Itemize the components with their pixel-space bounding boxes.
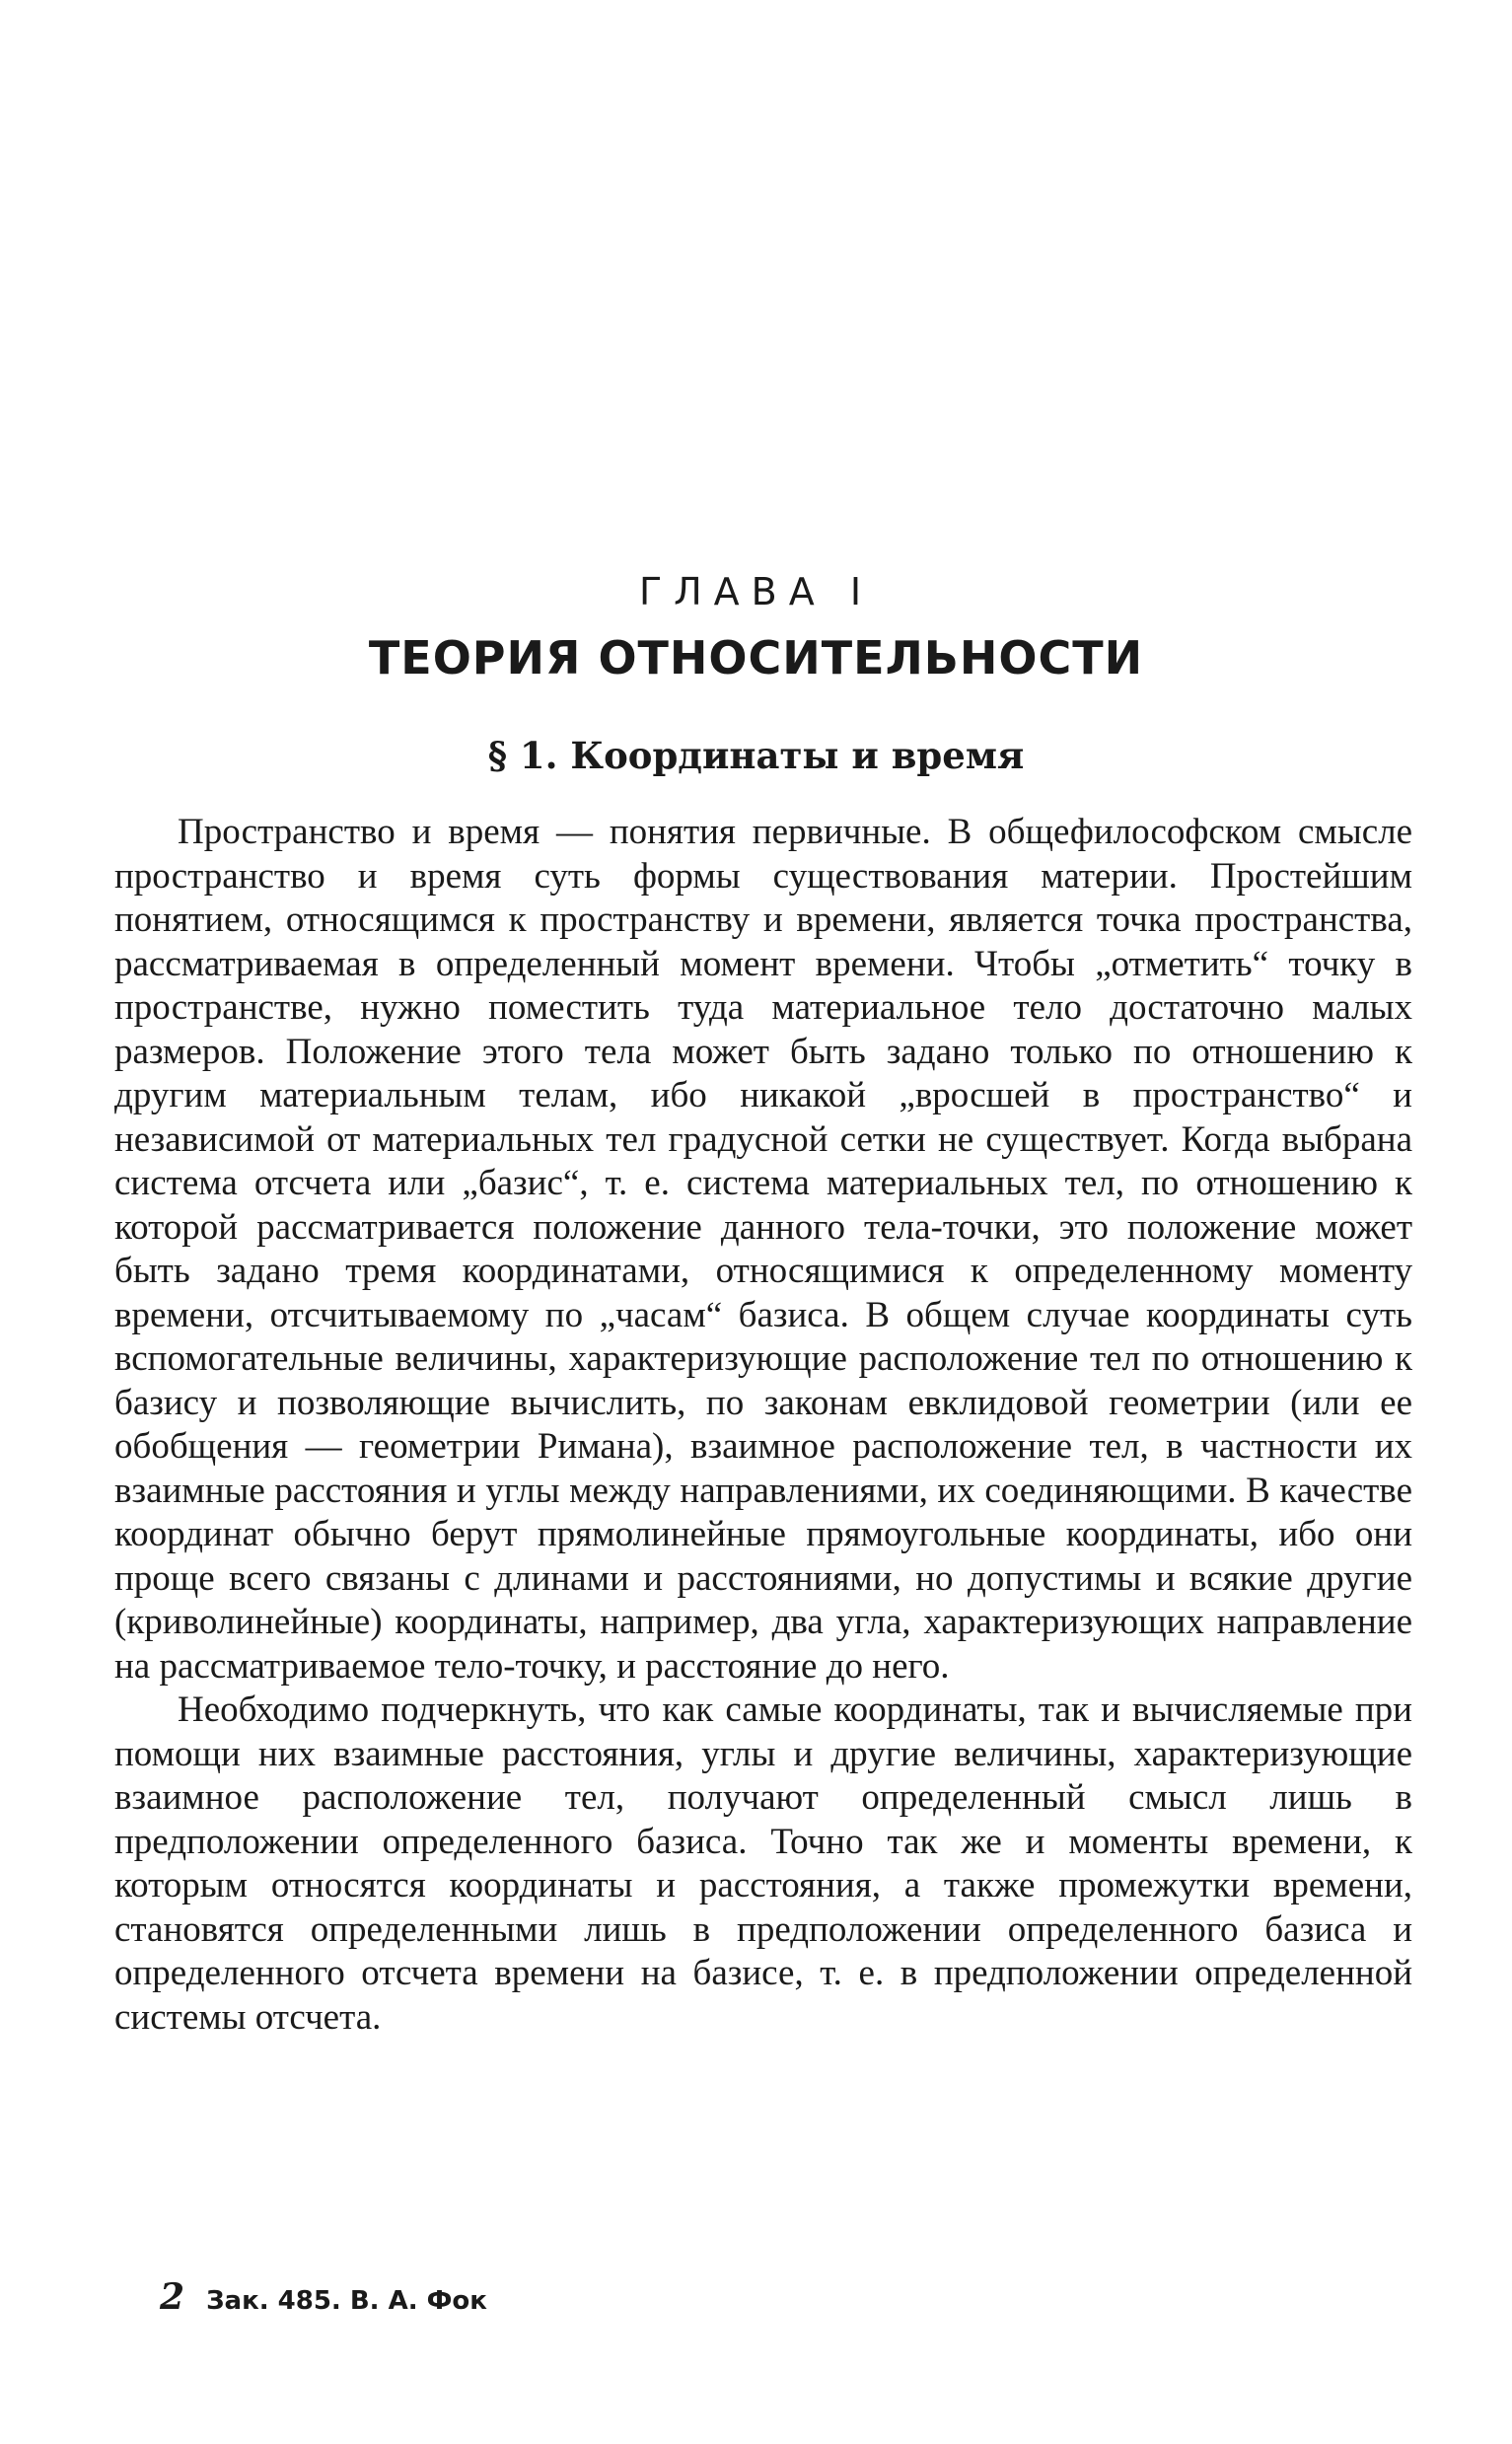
- chapter-title: ТЕОРИЯ ОТНОСИТЕЛЬНОСТИ: [368, 631, 1144, 684]
- page-footer: [160, 2276, 487, 2318]
- signature-number: 2: [160, 2276, 185, 2318]
- paragraph-1: Пространство и время — понятия первичные. В общефилософском смысле пространство и время суть формы существования материи. Простейшим понятием, относящимся к пространству и времени, является точка пространства, рассматриваемая в определенный момент времени. Чтобы „отметить“ точку в пространстве, нужно поместить туда материальное тело достаточно малых размеров. Положение этого тела может быть задано только по отношению к другим материальным телам, ибо никакой „вросшей в пространство“ и независимой от материальных тел градусной сетки не существует. Когда выбрана система отсчета или „базис“, т. е. система материальных тел, по отношению к которой рассматривается положение данного тела-точки, это положение может быть задано тремя координатами, относящимися к определенному моменту времени, отсчитываемому по „часам“ базиса. В общем случае координаты суть вспомогательные величины, характеризующие расположение тел по отношению к базису и позволяющие вычислить, по законам евклидовой геометрии (или ее обобщения — геометрии Римана), взаимное расположение тел, в частности их взаимные расстояния и углы между направлениями, их соединяющими. В качестве координат обычно берут прямолинейные прямоугольные координаты, ибо они проще всего связаны с длинами и расстояниями, но допустимы и всякие другие (криволинейные) координаты, например, два угла, характеризующих направление на рассматриваемое тело-точку, и расстояние до него.: [114, 812, 1412, 1687]
- section-title: § 1. Координаты и время: [487, 734, 1025, 777]
- print-imprint: Зак. 485. В. А. Фок: [206, 2286, 487, 2316]
- paragraph-2: Необходимо подчеркнуть, что как самые координаты, так и вычисляемые при помощи них взаимные расстояния, углы и другие величины, характеризующие взаимное расположение тел, получают определенный смысл лишь в предположении определенного базиса. Точно так же и моменты времени, к которым относятся координаты и расстояния, а также промежутки времени, становятся определенными лишь в предположении определенного базиса и определенного отсчета времени на базисе, т. е. в предположении определенной системы отсчета.: [114, 1689, 1412, 2038]
- chapter-label: ГЛАВА I: [638, 570, 874, 613]
- body-text: [114, 811, 1412, 2040]
